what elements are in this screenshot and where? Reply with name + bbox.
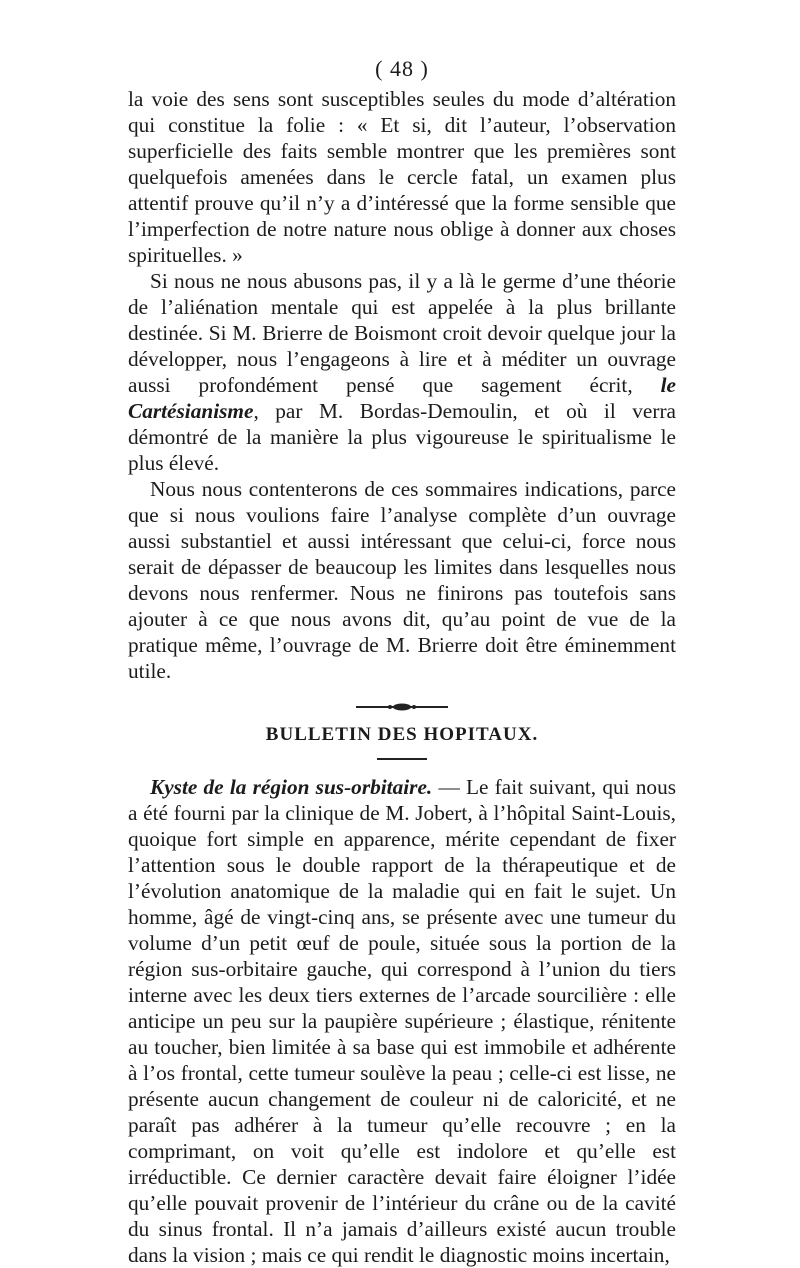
section-rule: [377, 758, 427, 760]
article-paragraph: [128, 774, 676, 1268]
book-title: le Cartésianisme: [128, 373, 676, 423]
article-title: Kyste de la région sus-orbitaire.: [150, 775, 433, 799]
page-number: ( 48 ): [375, 56, 429, 81]
paragraph-1: la voie des sens sont susceptibles seules du mode d’altération qui constitue la folie : « Et si, dit l’auteur, l’observation superficielle des faits semble montrer que les premières sont quelquefois amenées dans le cercle fatal, un examen plus attentif prouve qu’il n’y a d’intéressé que la forme sensible que l’imperfection de notre nature nous oblige à donner aux choses spirituelles. »: [128, 87, 676, 267]
paragraph-2: [128, 268, 676, 476]
paragraph-2-text-after: , par M. Bordas-Demoulin, et où il verra démontré de la manière la plus vigoureuse le spiritualisme le plus élevé.: [128, 399, 676, 475]
paragraph-3: Nous nous contenterons de ces sommaires indications, parce que si nous voulions faire l’analyse complète d’un ouvrage aussi substantiel et aussi intéressant que celui-ci, force nous serait de dépasser de beaucoup les limites dans lesquelles nous devons nous renfermer. Nous ne finirons pas toutefois sans ajouter à ce que nous avons dit, qu’au point de vue de la pratique même, l’ouvrage de M. Brierre doit être éminemment utile.: [128, 477, 676, 683]
section-ornament: [128, 702, 676, 712]
article-dash: —: [432, 775, 466, 799]
section-title: BULLETIN DES HOPITAUX.: [265, 724, 539, 745]
article-text: Le fait suivant, qui nous a été fourni par la clinique de M. Jobert, à l’hôpital Saint-Louis, quoique fort simple en apparence, mérite cependant de fixer l’attention sous le double rapport de la thérapeutique et de l’évolution anatomique de la maladie qui en fait le sujet. Un homme, âgé de vingt-cinq ans, se présente avec une tumeur du volume d’un petit œuf de poule, située sous la portion de la région sus-orbitaire gauche, qui correspond à l’union du tiers interne avec les deux tiers externes de l’arcade sourcilière : elle anticipe un peu sur la paupière supérieure ; élastique, rénitente au toucher, bien limitée à sa base qui est immobile et adhérente à l’os frontal, cette tumeur soulève la peau ; celle-ci est lisse, ne présente aucun changement de couleur ni de caloricité, et ne paraît pas adhérer à la tumeur qu’elle recouvre ; en la comprimant, on voit qu’elle est indolore et qu’elle est irréductible. Ce dernier caractère devait faire éloigner l’idée qu’elle pouvait provenir de l’intérieur du crâne ou de la cavité du sinus frontal. Il n’a jamais d’ailleurs existé aucun trouble dans la vision ; mais ce qui rendit le diagnostic moins incertain,: [128, 775, 676, 1267]
ornament-divider-icon: [356, 702, 448, 712]
paragraph-2-text-before: Si nous ne nous abusons pas, il y a là le germe d’une théorie de l’aliénation mentale qui est appelée à la plus brillante destinée. Si M. Brierre de Boismont croit devoir quelque jour la développer, nous l’engageons à lire et à méditer un ouvrage aussi profondément pensé que sagement écrit,: [128, 269, 676, 397]
